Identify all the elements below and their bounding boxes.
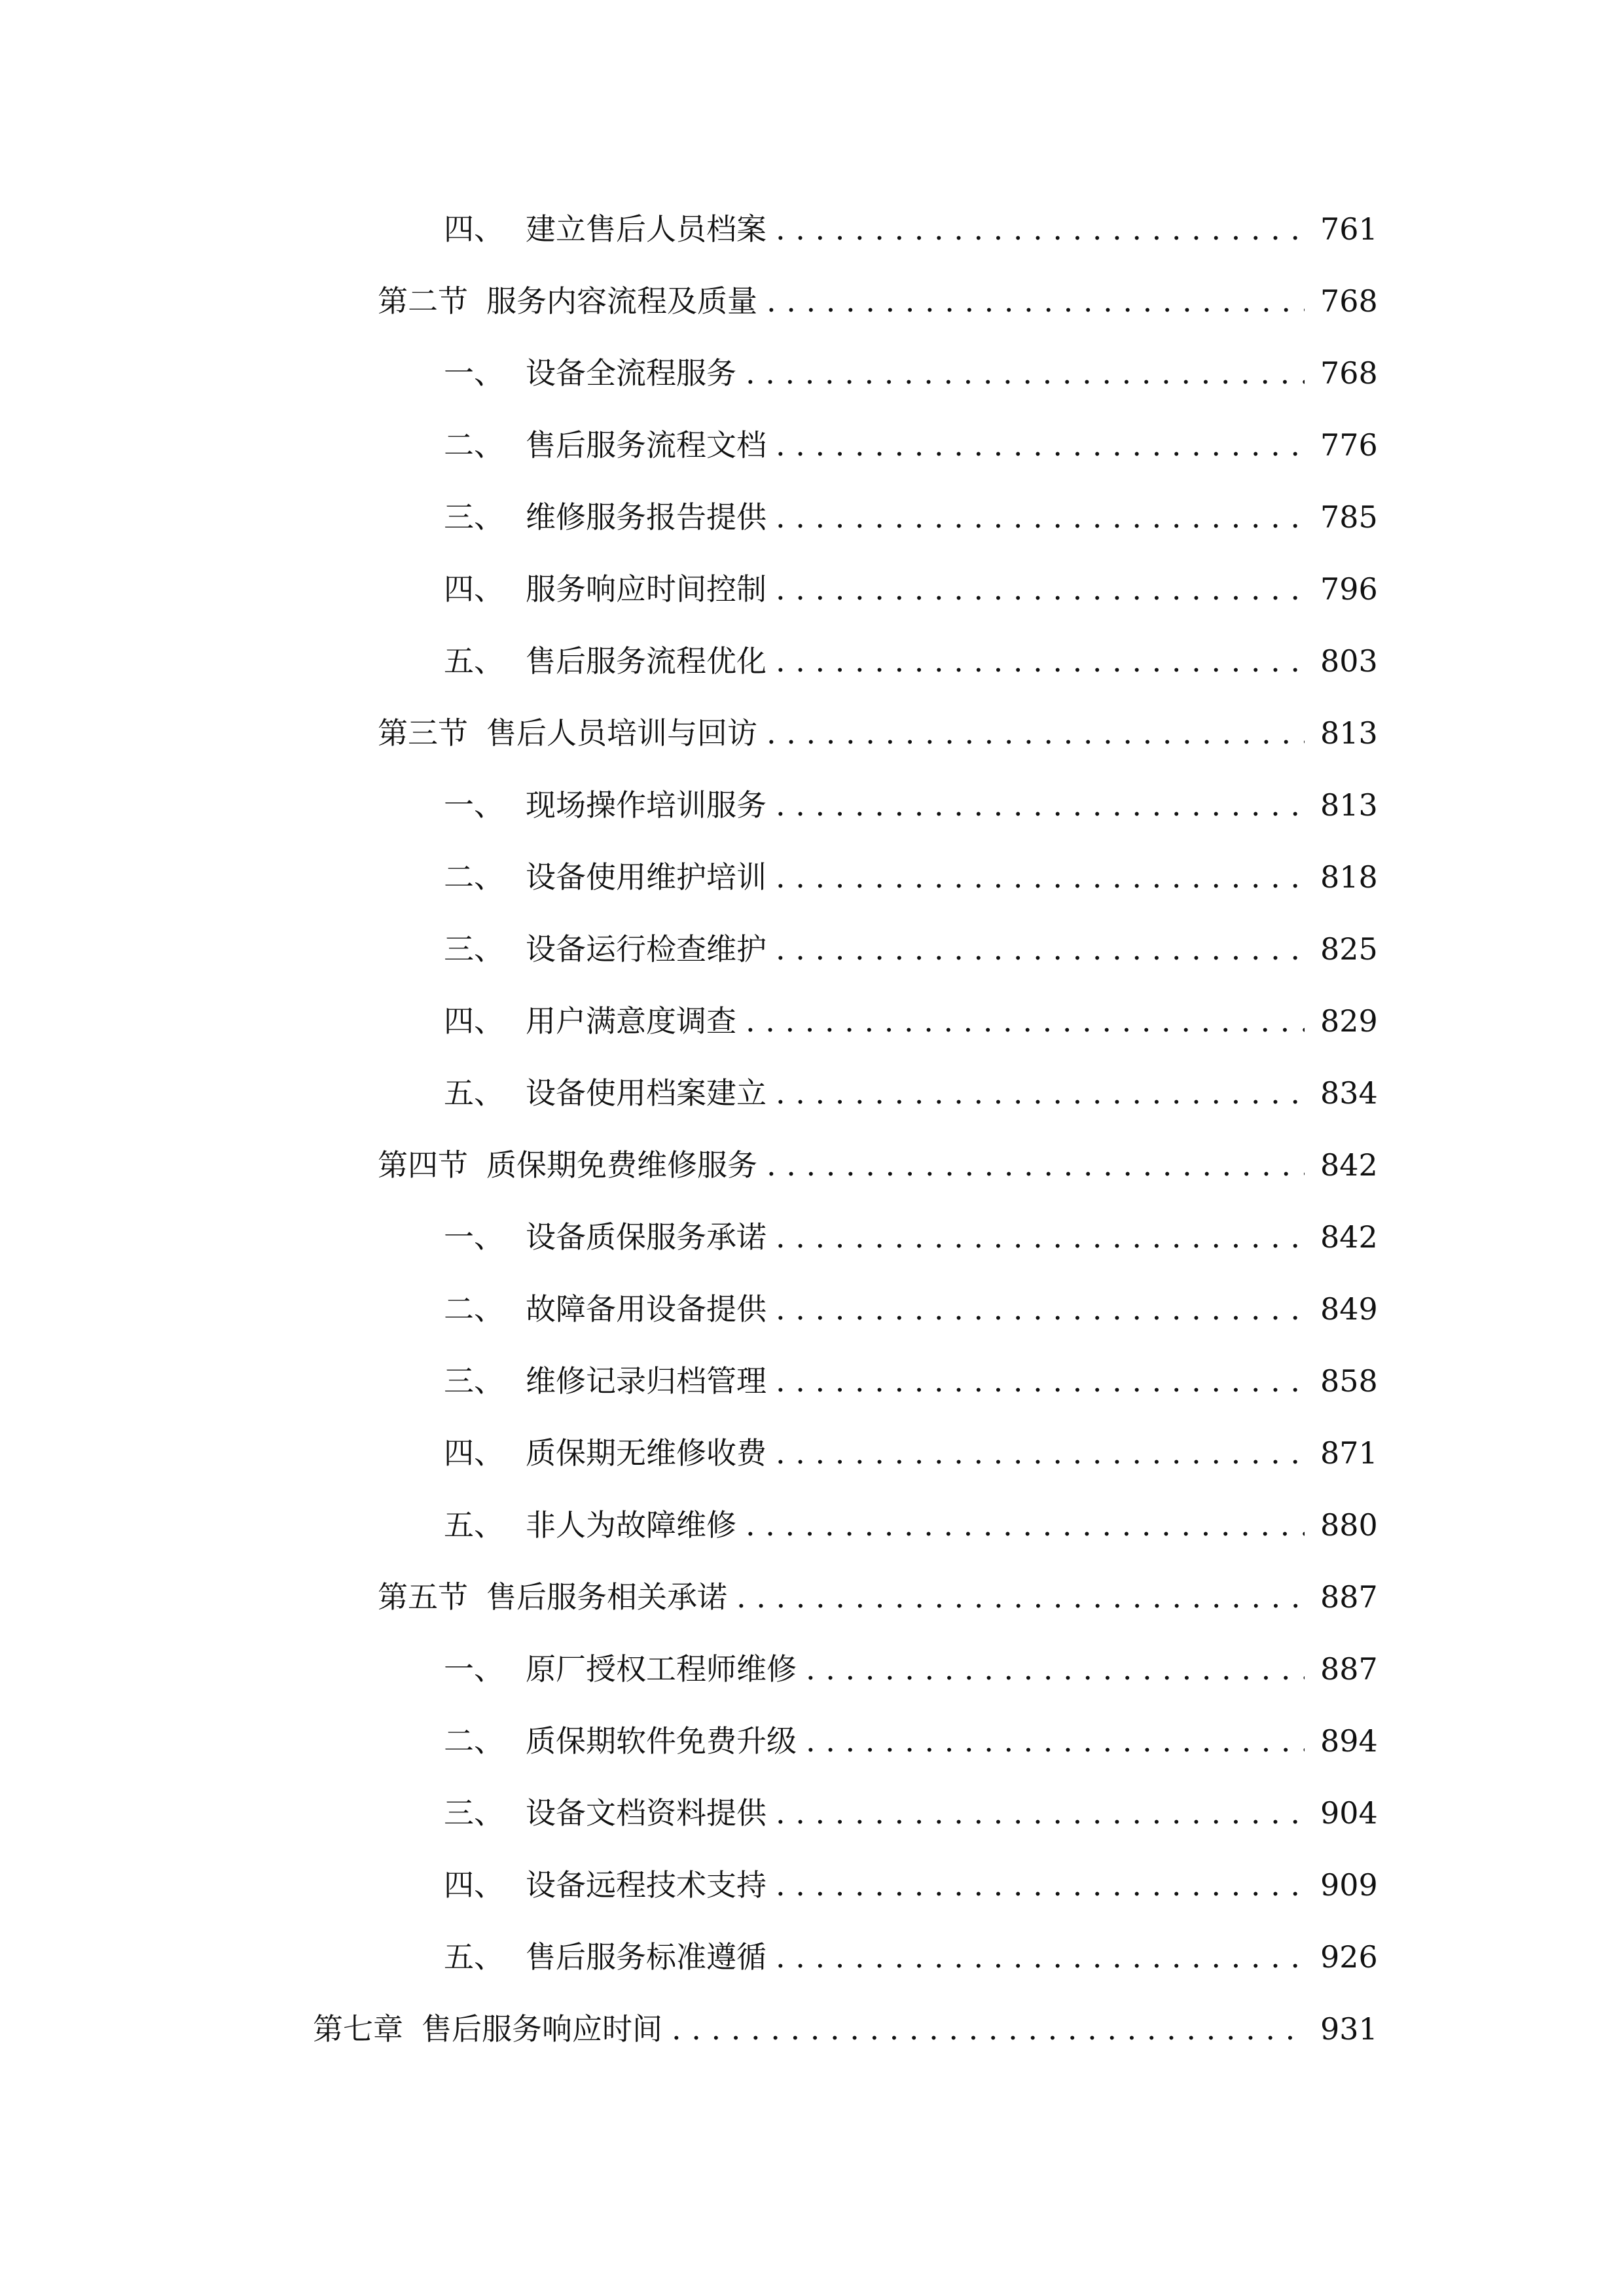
toc-entry-number: 四、 xyxy=(444,1435,504,1471)
toc-entry-page: 926 xyxy=(1320,1939,1378,1975)
toc-entry-page: 829 xyxy=(1320,1003,1378,1039)
toc-entry-page: 887 xyxy=(1320,1651,1378,1687)
toc-dot-leader xyxy=(776,1067,1305,1119)
toc-entry[interactable] xyxy=(0,1427,1378,1479)
toc-section-entry[interactable] xyxy=(0,1139,1378,1191)
toc-entry-title: 设备质保服务承诺 xyxy=(526,1219,767,1255)
toc-entry[interactable] xyxy=(0,1643,1378,1695)
toc-entry[interactable] xyxy=(0,347,1378,399)
toc-entry-number: 五、 xyxy=(444,1075,504,1111)
toc-entry[interactable] xyxy=(0,851,1378,903)
toc-entry-title: 设备全流程服务 xyxy=(526,355,736,391)
toc-dot-leader xyxy=(776,1787,1305,1839)
toc-entry-page: 796 xyxy=(1320,571,1378,607)
toc-entry-title: 非人为故障维修 xyxy=(526,1507,736,1543)
toc-entry-number: 二、 xyxy=(444,859,504,895)
toc-entry[interactable] xyxy=(0,1067,1378,1119)
toc-entry-page: 904 xyxy=(1320,1795,1378,1831)
toc-dot-leader xyxy=(776,1931,1305,1983)
toc-entry-number: 一、 xyxy=(444,1219,504,1255)
toc-entry-title: 售后服务响应时间 xyxy=(422,2011,662,2047)
toc-entry-number: 四、 xyxy=(444,211,504,247)
toc-entry-number: 三、 xyxy=(444,1363,504,1399)
toc-entry-title: 原厂授权工程师维修 xyxy=(526,1651,797,1687)
toc-chapter-entry[interactable] xyxy=(0,2003,1378,2055)
toc-entry-page: 803 xyxy=(1320,643,1378,679)
toc-entry-title: 设备使用档案建立 xyxy=(526,1075,767,1111)
toc-entry-number: 一、 xyxy=(444,1651,504,1687)
toc-entry-page: 761 xyxy=(1320,211,1378,247)
toc-entry[interactable] xyxy=(0,923,1378,975)
toc-entry[interactable] xyxy=(0,1499,1378,1551)
toc-dot-leader xyxy=(806,1715,1305,1767)
toc-entry-title: 维修服务报告提供 xyxy=(526,499,767,535)
toc-entry-title: 设备文档资料提供 xyxy=(526,1795,767,1831)
toc-entry-number: 二、 xyxy=(444,1291,504,1327)
toc-entry-number: 五、 xyxy=(444,643,504,679)
toc-entry-number: 四、 xyxy=(444,571,504,607)
toc-dot-leader xyxy=(776,635,1305,687)
toc-entry[interactable] xyxy=(0,635,1378,687)
toc-dot-leader xyxy=(776,1283,1305,1335)
toc-entry-title: 售后服务相关承诺 xyxy=(486,1579,727,1615)
toc-dot-leader xyxy=(672,2003,1305,2055)
toc-entry-page: 768 xyxy=(1320,355,1378,391)
toc-entry-title: 质保期免费维修服务 xyxy=(486,1147,757,1183)
toc-entry-number: 二、 xyxy=(444,1723,504,1759)
toc-entry-page: 931 xyxy=(1320,2011,1378,2047)
toc-entry[interactable] xyxy=(0,1931,1378,1983)
toc-entry-page: 818 xyxy=(1320,859,1378,895)
toc-entry-title: 售后服务流程优化 xyxy=(526,643,767,679)
toc-entry-title: 现场操作培训服务 xyxy=(526,787,767,823)
toc-entry-title: 售后人员培训与回访 xyxy=(486,715,757,751)
toc-entry-page: 813 xyxy=(1320,715,1378,751)
toc-entry-title: 设备使用维护培训 xyxy=(526,859,767,895)
toc-dot-leader xyxy=(776,851,1305,903)
toc-dot-leader xyxy=(776,1859,1305,1911)
toc-entry[interactable] xyxy=(0,563,1378,615)
toc-entry-page: 887 xyxy=(1320,1579,1378,1615)
toc-dot-leader xyxy=(776,1355,1305,1407)
toc-entry[interactable] xyxy=(0,1283,1378,1335)
toc-entry-number: 五、 xyxy=(444,1507,504,1543)
toc-dot-leader xyxy=(776,491,1305,543)
toc-dot-leader xyxy=(767,1139,1305,1191)
toc-entry-page: 880 xyxy=(1320,1507,1378,1543)
toc-dot-leader xyxy=(776,203,1305,255)
toc-section-entry[interactable] xyxy=(0,1571,1378,1623)
toc-entry-number: 第四节 xyxy=(378,1147,468,1183)
toc-dot-leader xyxy=(776,923,1305,975)
toc-entry-page: 871 xyxy=(1320,1435,1378,1471)
toc-dot-leader xyxy=(776,419,1305,471)
toc-entry-page: 849 xyxy=(1320,1291,1378,1327)
toc-entry-title: 故障备用设备提供 xyxy=(526,1291,767,1327)
toc-entry-number: 三、 xyxy=(444,499,504,535)
toc-entry[interactable] xyxy=(0,491,1378,543)
toc-entry-number: 四、 xyxy=(444,1867,504,1903)
toc-entry[interactable] xyxy=(0,203,1378,255)
toc-entry[interactable] xyxy=(0,1355,1378,1407)
toc-section-entry[interactable] xyxy=(0,707,1378,759)
toc-entry-title: 设备远程技术支持 xyxy=(526,1867,767,1903)
toc-entry-title: 建立售后人员档案 xyxy=(526,211,767,247)
toc-entry-number: 第二节 xyxy=(378,283,468,319)
toc-entry-number: 三、 xyxy=(444,931,504,967)
toc-entry-title: 用户满意度调查 xyxy=(526,1003,736,1039)
toc-dot-leader xyxy=(776,1427,1305,1479)
toc-dot-leader xyxy=(746,995,1305,1047)
toc-entry-page: 785 xyxy=(1320,499,1378,535)
toc-entry[interactable] xyxy=(0,1787,1378,1839)
toc-entry-number: 第三节 xyxy=(378,715,468,751)
toc-dot-leader xyxy=(806,1643,1305,1695)
toc-entry-page: 842 xyxy=(1320,1147,1378,1183)
toc-entry-page: 858 xyxy=(1320,1363,1378,1399)
toc-entry-title: 维修记录归档管理 xyxy=(526,1363,767,1399)
toc-entry-page: 813 xyxy=(1320,787,1378,823)
toc-entry-page: 894 xyxy=(1320,1723,1378,1759)
toc-entry-number: 第五节 xyxy=(378,1579,468,1615)
toc-entry-number: 二、 xyxy=(444,427,504,463)
toc-entry[interactable] xyxy=(0,419,1378,471)
toc-entry-page: 842 xyxy=(1320,1219,1378,1255)
toc-dot-leader xyxy=(767,275,1305,327)
toc-entry-number: 一、 xyxy=(444,355,504,391)
toc-dot-leader xyxy=(776,779,1305,831)
toc-entry[interactable] xyxy=(0,1859,1378,1911)
toc-entry-number: 三、 xyxy=(444,1795,504,1831)
toc-entry[interactable] xyxy=(0,1715,1378,1767)
toc-entry-page: 768 xyxy=(1320,283,1378,319)
toc-entry-title: 质保期软件免费升级 xyxy=(526,1723,797,1759)
toc-entry[interactable] xyxy=(0,779,1378,831)
toc-entry-page: 776 xyxy=(1320,427,1378,463)
toc-entry-page: 825 xyxy=(1320,931,1378,967)
toc-entry-number: 第七章 xyxy=(313,2011,403,2047)
toc-entry[interactable] xyxy=(0,1211,1378,1263)
toc-dot-leader xyxy=(776,1211,1305,1263)
toc-entry-number: 五、 xyxy=(444,1939,504,1975)
toc-dot-leader xyxy=(767,707,1305,759)
toc-entry-number: 四、 xyxy=(444,1003,504,1039)
toc-dot-leader xyxy=(776,563,1305,615)
toc-dot-leader xyxy=(736,1571,1305,1623)
toc-dot-leader xyxy=(746,1499,1305,1551)
toc-entry-title: 设备运行检查维护 xyxy=(526,931,767,967)
toc-entry-page: 909 xyxy=(1320,1867,1378,1903)
toc-entry-number: 一、 xyxy=(444,787,504,823)
toc-entry-page: 834 xyxy=(1320,1075,1378,1111)
toc-entry-title: 售后服务标准遵循 xyxy=(526,1939,767,1975)
toc-entry[interactable] xyxy=(0,995,1378,1047)
toc-entry-title: 质保期无维修收费 xyxy=(526,1435,767,1471)
toc-entry-title: 售后服务流程文档 xyxy=(526,427,767,463)
toc-entry-title: 服务内容流程及质量 xyxy=(486,283,757,319)
toc-section-entry[interactable] xyxy=(0,275,1378,327)
toc-entry-title: 服务响应时间控制 xyxy=(526,571,767,607)
toc-dot-leader xyxy=(746,347,1305,399)
